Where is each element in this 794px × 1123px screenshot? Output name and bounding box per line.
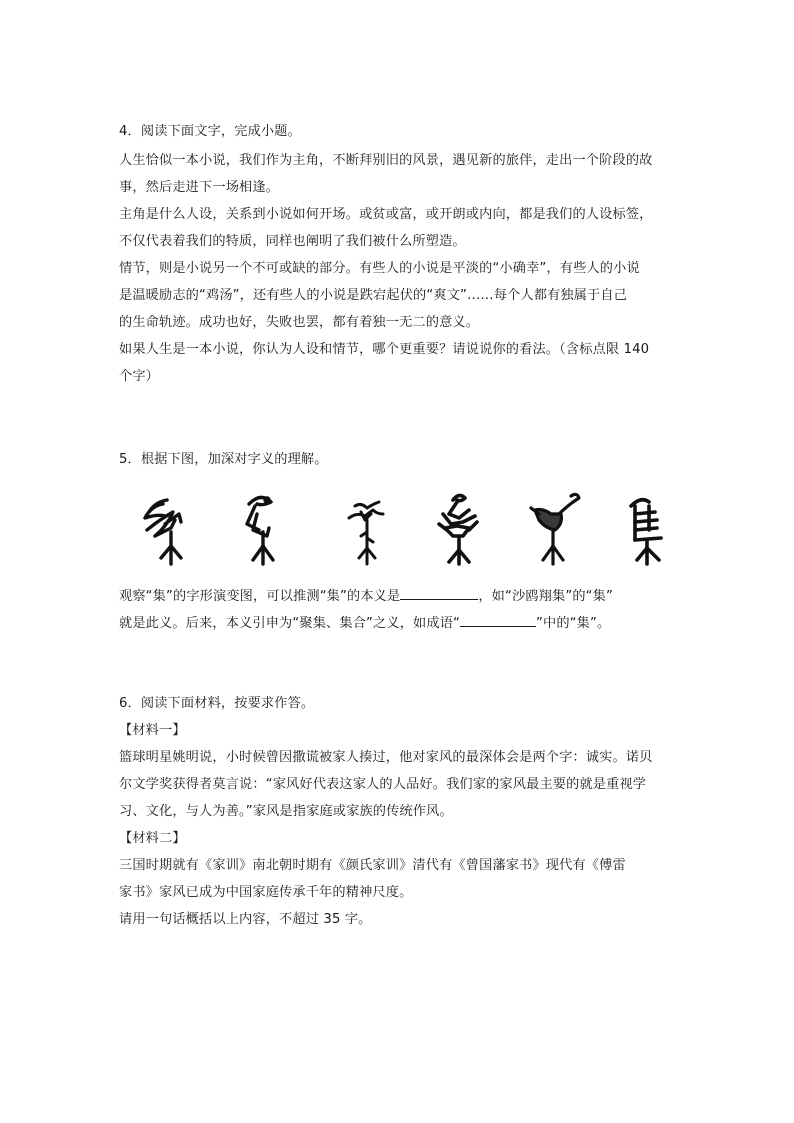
q5-fill-text-2b: ”中的“集”。: [536, 616, 611, 631]
material-2-line-1: 三国时期就有《家训》南北朝时期有《颜氏家训》清代有《曾国藩家书》现代有《傅雷: [119, 858, 626, 873]
q6-question: 请用一句话概括以上内容，不超过 35 字。: [119, 912, 372, 927]
q5-fill-text-1b: ，如“沙鸥翔集”的“集”: [478, 589, 613, 604]
material-1-label: 【材料一】: [119, 723, 186, 738]
material-1-line-1: 篮球明星姚明说，小时候曾因撒谎被家人揍过，他对家风的最深体会是两个字：诚实。诺贝: [119, 750, 653, 765]
material-1-line-3: 习、文化，与人为善。”家风是指家庭或家族的传统作风。: [119, 804, 453, 819]
ancient-ji-glyph-5-icon: [515, 484, 595, 569]
material-2-line-2: 家书》家风已成为中国家庭传承千年的精神尺度。: [119, 885, 413, 900]
q5-fill-line-2: [119, 612, 610, 634]
q4-paragraph-2-line-1: 主角是什么人设，关系到小说如何开场。或贫或富，或开朗或内向，都是我们的人设标签，: [119, 207, 653, 222]
q4-question-line-2: 个字）: [119, 369, 160, 384]
q5-fill-text-2a: 就是此义。后来，本义引申为“聚集、集合”之义，如成语“: [119, 616, 461, 631]
q4-paragraph-2-line-2: 不仅代表着我们的特质，同样也阐明了我们被什么所塑造。: [119, 234, 466, 249]
q4-paragraph-1-line-1: 人生恰似一本小说，我们作为主角，不断拜别旧的风景，遇见新的旅伴，走出一个阶段的故: [119, 153, 653, 168]
q5-fill-line-1: [119, 585, 613, 607]
q4-question-line-1: 如果人生是一本小说，你认为人设和情节，哪个更重要？请说说你的看法。（含标点限 140: [119, 342, 650, 357]
ancient-ji-glyph-4-icon: [419, 484, 499, 569]
ancient-ji-glyph-3-icon: [327, 484, 407, 569]
q4-paragraph-3-line-1: 情节，则是小说另一个不可或缺的部分。有些人的小说是平淡的“小确幸”，有些人的小说: [119, 261, 640, 276]
q4-paragraph-3-line-2: 是温暖励志的“鸡汤”，还有些人的小说是跌宕起伏的“爽文”……每个人都有独属于自己: [119, 288, 628, 303]
ancient-ji-glyph-1-icon: [127, 484, 207, 569]
glyph-evolution-figure: [119, 484, 679, 569]
ancient-ji-glyph-6-icon: [607, 484, 687, 569]
q5-heading: 5．根据下图，加深对字义的理解。: [119, 452, 328, 467]
material-2-label: 【材料二】: [119, 831, 186, 846]
q4-paragraph-1-line-2: 事，然后走进下一场相逢。: [119, 180, 280, 195]
ancient-ji-glyph-2-icon: [227, 484, 307, 569]
q5-fill-text-1a: 观察“集”的字形演变图，可以推测“集”的本义是: [119, 589, 401, 604]
material-1-line-2: 尔文学奖获得者莫言说：“家风好代表这家人的人品好。我们家的家风最主要的就是重视学: [119, 777, 647, 792]
q4-paragraph-3-line-3: 的生命轨迹。成功也好，失败也罢，都有着独一无二的意义。: [119, 315, 480, 330]
q6-heading: 6．阅读下面材料，按要求作答。: [119, 696, 315, 711]
answer-blank-1[interactable]: [400, 585, 478, 600]
answer-blank-2[interactable]: [460, 612, 536, 627]
q4-heading: 4．阅读下面文字，完成小题。: [119, 124, 301, 139]
